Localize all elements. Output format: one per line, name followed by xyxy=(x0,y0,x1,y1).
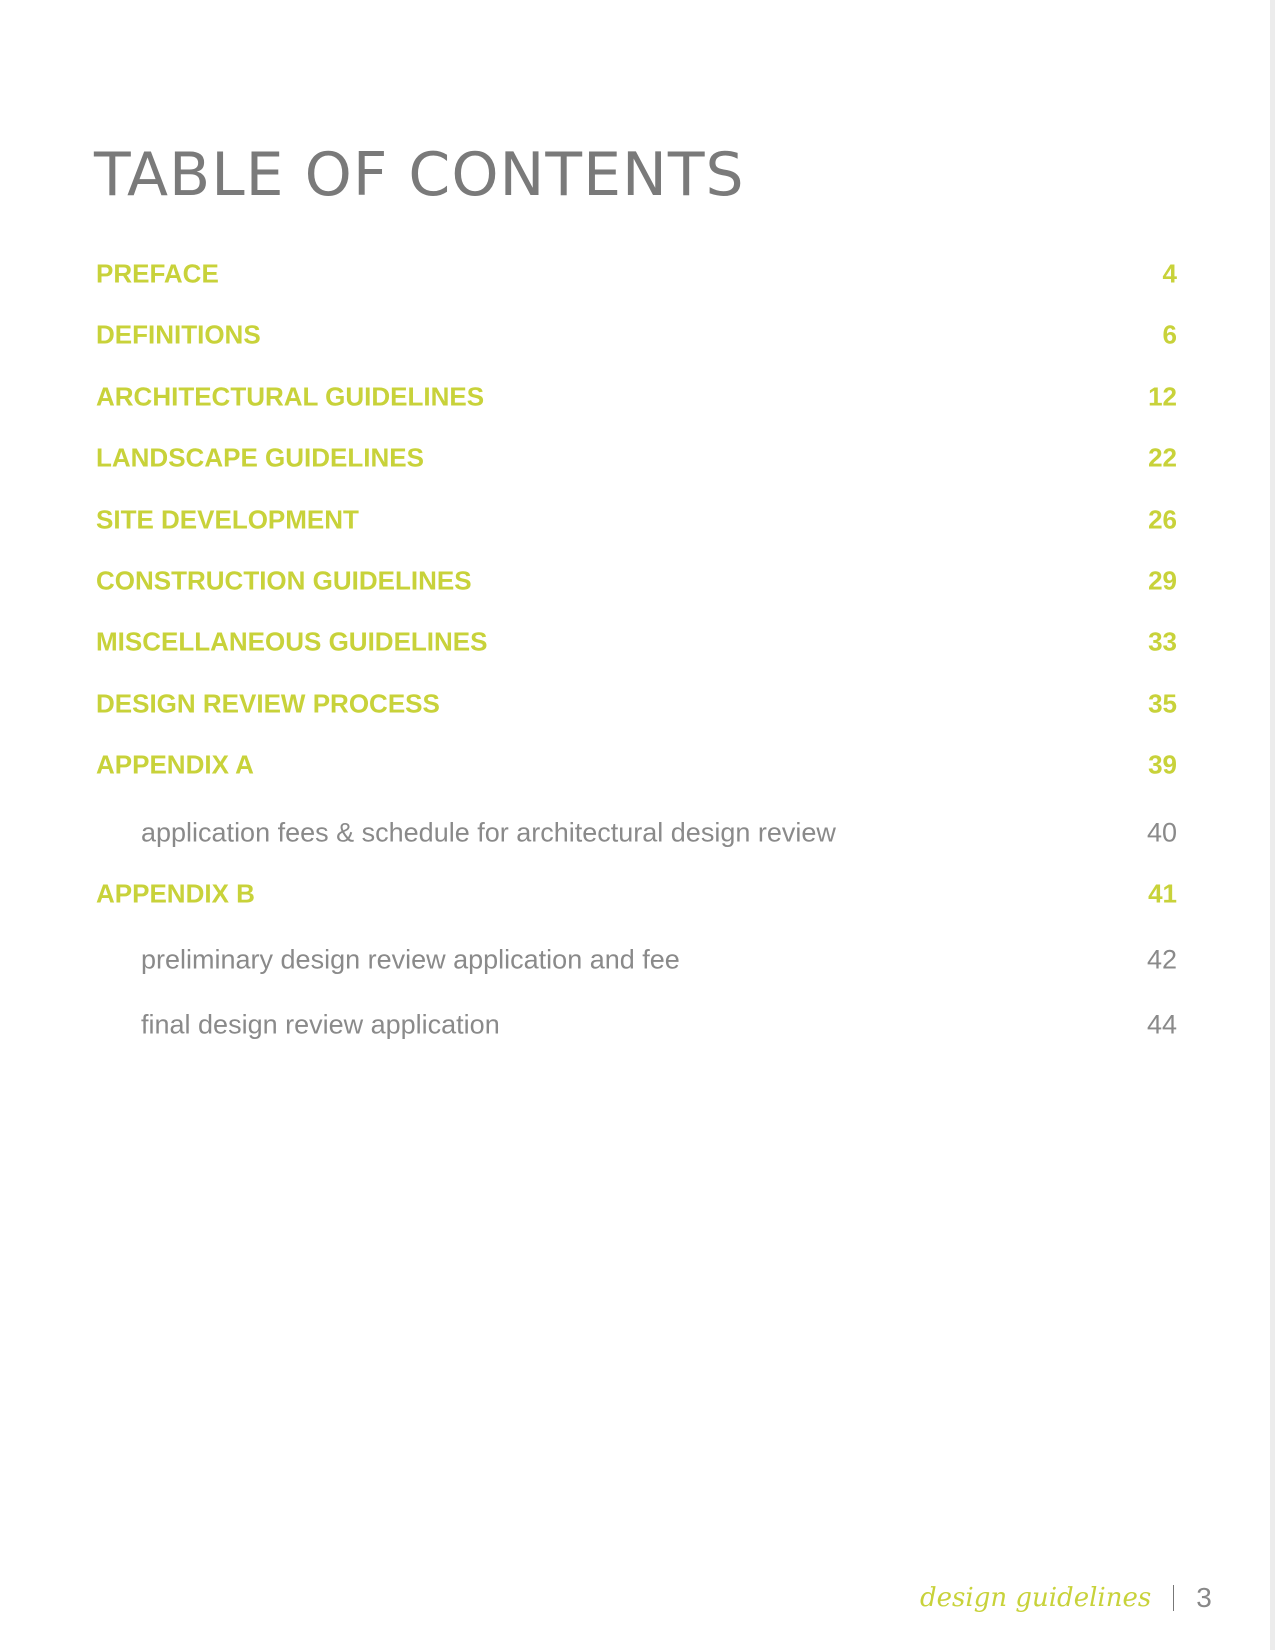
toc-label: APPENDIX B xyxy=(96,878,255,909)
toc-label: LANDSCAPE GUIDELINES xyxy=(96,442,424,473)
toc-page: 6 xyxy=(1162,319,1177,350)
toc-entry[interactable] xyxy=(96,879,1177,910)
footer-brand: design guidelines xyxy=(920,1583,1152,1613)
toc-label: preliminary design review application and fee xyxy=(141,944,680,975)
toc-subentry[interactable] xyxy=(141,818,1177,849)
footer-divider xyxy=(1173,1585,1174,1611)
toc-label: DEFINITIONS xyxy=(96,319,261,350)
toc-label: PREFACE xyxy=(96,258,219,289)
toc-entry[interactable] xyxy=(96,259,1177,290)
toc-label: final design review application xyxy=(141,1009,500,1040)
toc-page: 22 xyxy=(1148,442,1177,473)
toc-page: 26 xyxy=(1148,504,1177,535)
toc-page: 41 xyxy=(1148,878,1177,909)
toc-subentry[interactable] xyxy=(141,1010,1177,1041)
toc-page: 12 xyxy=(1148,381,1177,412)
toc-entry[interactable] xyxy=(96,627,1177,658)
toc-page: 39 xyxy=(1148,749,1177,780)
toc-entry[interactable] xyxy=(96,320,1177,351)
toc-entry[interactable] xyxy=(96,382,1177,413)
toc-page: 40 xyxy=(1146,817,1177,848)
toc-entry[interactable] xyxy=(96,443,1177,474)
toc-entry[interactable] xyxy=(96,750,1177,781)
toc-label: APPENDIX A xyxy=(96,749,254,780)
page-edge xyxy=(1270,0,1275,1650)
toc-label: SITE DEVELOPMENT xyxy=(96,504,359,535)
toc-page: 44 xyxy=(1146,1009,1177,1040)
toc-page: 42 xyxy=(1146,944,1177,975)
toc-label: ARCHITECTURAL GUIDELINES xyxy=(96,381,485,412)
toc-label: DESIGN REVIEW PROCESS xyxy=(96,688,440,719)
toc-label: CONSTRUCTION GUIDELINES xyxy=(96,565,472,596)
toc-page: 33 xyxy=(1148,626,1177,657)
page-number: 3 xyxy=(1196,1582,1212,1613)
toc-page: 35 xyxy=(1148,688,1177,719)
toc-label: MISCELLANEOUS GUIDELINES xyxy=(96,626,488,657)
toc-entry[interactable] xyxy=(96,689,1177,720)
toc-entry[interactable] xyxy=(96,566,1177,597)
page-footer xyxy=(920,1582,1212,1614)
toc-subentry[interactable] xyxy=(141,945,1177,976)
toc-page: 29 xyxy=(1148,565,1177,596)
page-title: TABLE OF CONTENTS xyxy=(94,140,745,210)
toc-entry[interactable] xyxy=(96,505,1177,536)
toc-label: application fees & schedule for architectural design review xyxy=(141,817,836,848)
toc-page: 4 xyxy=(1162,258,1177,289)
